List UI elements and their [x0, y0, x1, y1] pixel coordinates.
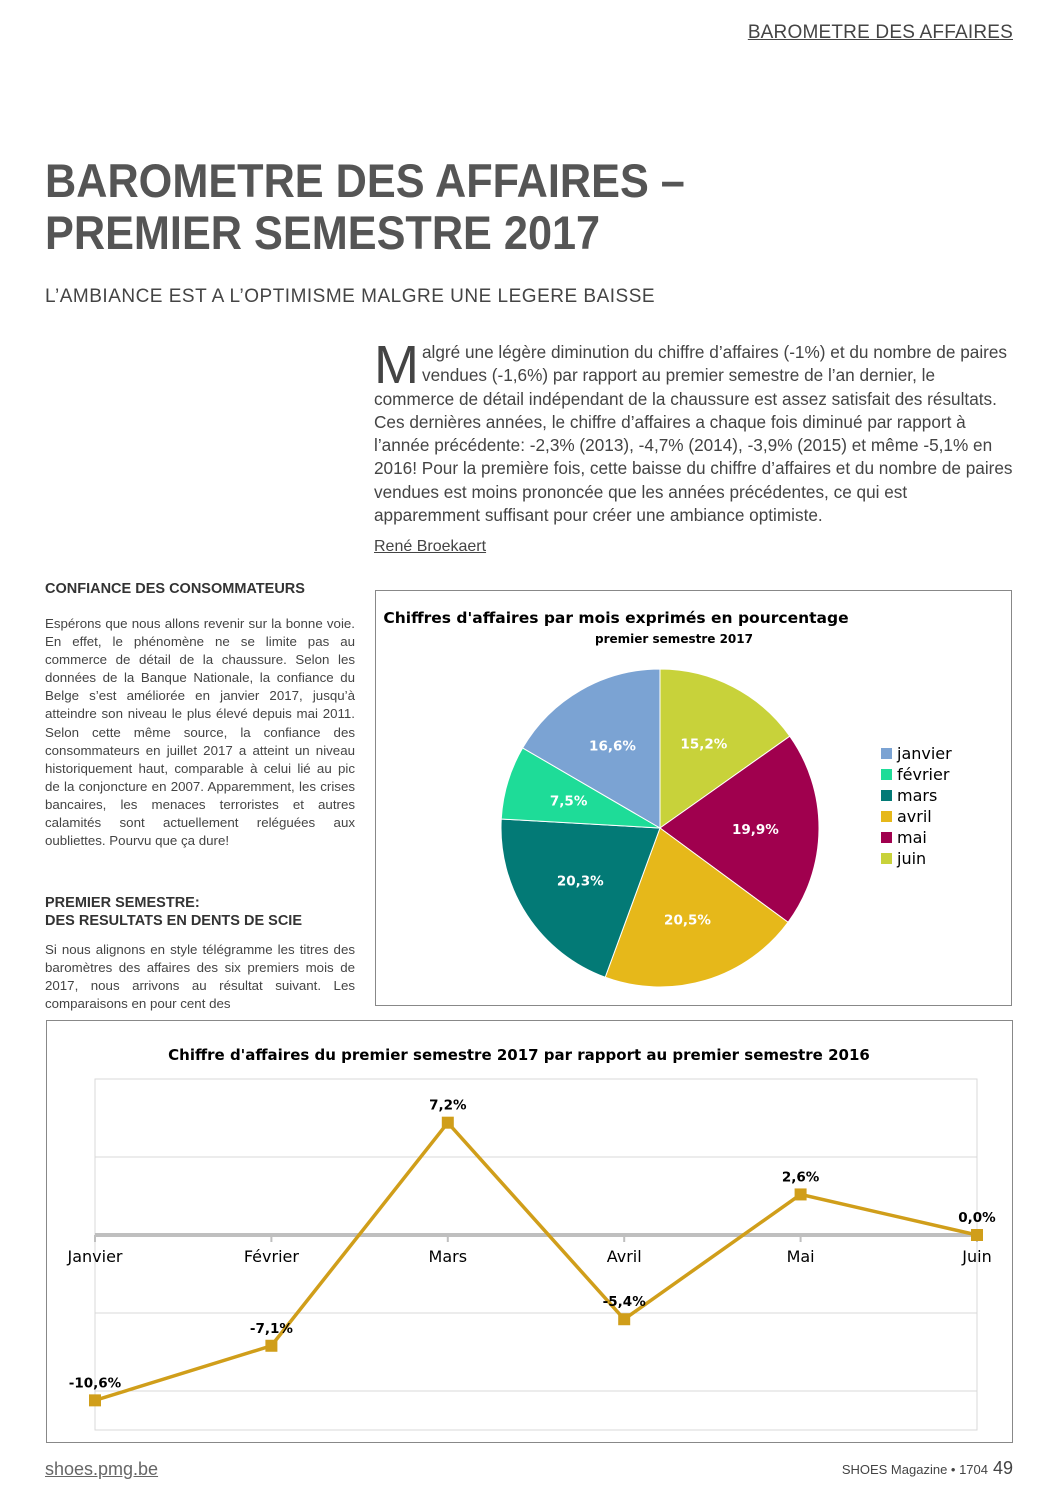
legend-swatch-janvier	[881, 748, 892, 759]
section-heading-line: DES RESULTATS EN DENTS DE SCIE	[45, 913, 302, 929]
author-link[interactable]: René Broekaert	[374, 538, 487, 555]
magazine-issue: SHOES Magazine • 1704	[841, 1462, 988, 1477]
legend-label-mai: mai	[897, 828, 927, 847]
website-link[interactable]: shoes.pmg.be	[45, 1459, 159, 1479]
intro-paragraph	[374, 335, 1014, 527]
pie-chart-subtitle: premier semestre 2017	[595, 632, 753, 646]
section-heading-first-semester	[45, 894, 302, 930]
line-chart-title: Chiffre d'affaires du premier semestre 2017 par rapport au premier semestre 2016	[168, 1046, 870, 1064]
section-text-first-semester: Si nous alignons en style télégramme les titres des baromètres des affaires des six premiers mois de 2017, nous arrivons au résultat suivant. Les comparaisons en pour cent des	[45, 942, 355, 1012]
data-point-Juin	[971, 1229, 983, 1241]
pie-chart	[376, 591, 1011, 1005]
pie-data-label: 20,3%	[556, 873, 604, 890]
x-tick-label: Février	[243, 1247, 299, 1266]
article-subtitle: L’AMBIANCE EST A L’OPTIMISME MALGRE UNE LEGERE BAISSE	[45, 286, 656, 307]
pie-chart-box	[375, 590, 1012, 1006]
data-point-Janvier	[89, 1394, 101, 1406]
data-label: 7,2%	[429, 1097, 467, 1114]
drop-cap: M	[374, 335, 419, 395]
section-heading-consumer-confidence: CONFIANCE DES CONSOMMATEURS	[45, 581, 305, 597]
pie-data-label: 19,9%	[731, 821, 779, 838]
legend-label-avril: avril	[897, 807, 932, 826]
legend-swatch-mars	[881, 790, 892, 801]
article-title: BAROMETRE DES AFFAIRES – PREMIER SEMESTRE 2017	[45, 154, 685, 259]
pie-data-label: 16,6%	[589, 738, 636, 755]
x-tick-label: Janvier	[67, 1247, 123, 1266]
x-tick-label: Avril	[606, 1247, 642, 1266]
pie-data-label: 15,2%	[680, 736, 728, 753]
intro-text: algré une légère diminution du chiffre d’affaires (-1%) et du nombre de paires vendues (-1,6%) par rapport au premier semestre de l’an dernier, le commerce de détail indépendant de la chaussure est assez satisfait des résultats. Ces dernières années, le chiffre d’affaires a chaque fois diminué par rapport à l’année précédente: -2,3% (2013), -4,7% (2014), -3,9% (2015) et même -5,1% en 2016! Pour la première fois, cette baisse du chiffre d’affaires et du nombre de paires vendues est moins prononcée que les années précédentes, ce qui est apparemment suffisant pour créer une ambiance optimiste.	[374, 342, 1013, 526]
data-label: 0,0%	[958, 1210, 996, 1226]
data-label: 2,6%	[781, 1169, 820, 1186]
data-label: -7,1%	[249, 1320, 293, 1337]
data-point-Mai	[795, 1188, 807, 1200]
pie-data-label: 7,5%	[549, 793, 588, 810]
series-line	[95, 1123, 977, 1401]
data-point-Mars	[442, 1117, 454, 1129]
legend-label-février: février	[897, 765, 950, 784]
section-heading-line: PREMIER SEMESTRE:	[45, 895, 200, 911]
legend-swatch-juin	[881, 853, 892, 864]
page-number: 49	[992, 1458, 1013, 1478]
section-text-consumer-confidence: Espérons que nous allons revenir sur la bonne voie. En effet, le phénomène ne se limite pas au commerce de détail de la chaussure. Selon les données de la Banque Nationale, la confiance du Belge s’est améliorée en janvier 2017, jusqu’à atteindre son niveau le plus élevé depuis mai 2011. Selon cette même source, la confiance des consommateurs en juillet 2017 a atteint un niveau historiquement haut, comparable à celui lié au pic de la conjoncture en 2007. Apparemment, les crises bancaires, les menaces terroristes et autres calamités sont actuellement reléguées aux oubliettes. Pourvu que ça dure!	[45, 616, 355, 849]
x-tick-label: Juin	[962, 1247, 992, 1266]
legend-label-janvier: janvier	[897, 744, 952, 763]
legend-swatch-mai	[881, 832, 892, 843]
data-label: -10,6%	[68, 1375, 122, 1392]
section-label: BAROMETRE DES AFFAIRES	[747, 22, 1013, 43]
data-label: -5,4%	[602, 1294, 646, 1311]
data-point-Avril	[618, 1313, 630, 1325]
line-chart	[47, 1021, 1012, 1442]
x-tick-label: Mars	[428, 1247, 468, 1266]
legend-label-mars: mars	[897, 786, 938, 805]
legend-swatch-avril	[881, 811, 892, 822]
pie-chart-title: Chiffres d'affaires par mois exprimés en pourcentage	[383, 609, 849, 627]
line-chart-box	[46, 1020, 1013, 1443]
legend-swatch-février	[881, 769, 892, 780]
x-tick-label: Mai	[786, 1247, 815, 1266]
pie-data-label: 20,5%	[664, 912, 711, 929]
plot-area	[95, 1079, 977, 1430]
data-point-Février	[265, 1340, 277, 1352]
legend-label-juin: juin	[897, 849, 927, 868]
